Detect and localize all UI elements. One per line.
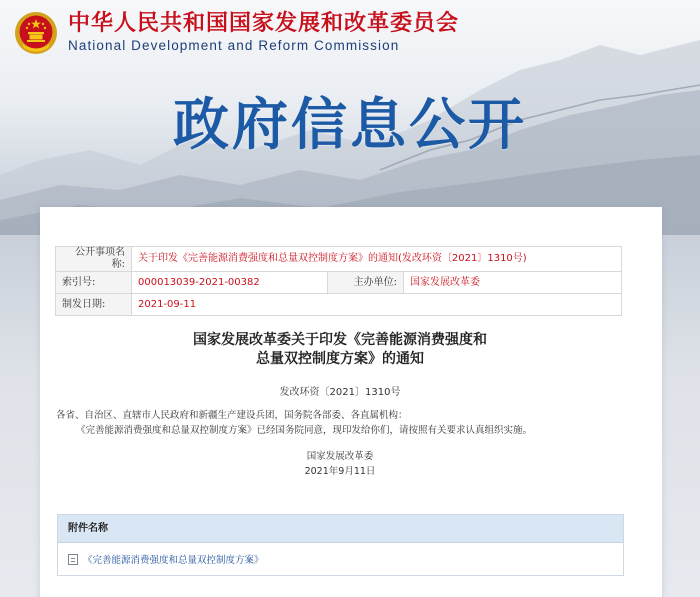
site-header: [14, 9, 459, 57]
national-emblem-icon[interactable]: [14, 11, 58, 55]
attachment-link[interactable]: 《完善能源消费强度和总量双控制度方案》: [83, 555, 264, 566]
document-title-line-2: 总量双控制度方案》的通知: [256, 351, 424, 367]
index-value: 000013039-2021-00382: [132, 272, 328, 294]
signature-block: [40, 449, 640, 479]
subject-value: 关于印发《完善能源消费强度和总量双控制度方案》的通知(发改环资〔2021〕1310号): [132, 247, 622, 272]
issuer-label: 主办单位:: [328, 272, 404, 294]
metadata-row-subject: [56, 247, 622, 272]
document-title-line-1: 国家发展改革委关于印发《完善能源消费强度和: [193, 332, 487, 348]
content-card: [40, 207, 662, 597]
metadata-row-index: [56, 272, 622, 294]
issuer-value: 国家发展改革委: [404, 272, 622, 294]
date-value: 2021-09-11: [132, 294, 622, 316]
org-name-chinese[interactable]: 中华人民共和国国家发展和改革委员会: [68, 11, 460, 36]
document-body: [56, 408, 636, 438]
body-paragraph: 《完善能源消费强度和总量双控制度方案》已经国务院同意，现印发给你们，请按照有关要求认真组织实施。: [76, 425, 533, 436]
sign-org: 国家发展改革委: [306, 451, 374, 462]
index-label: 索引号:: [56, 272, 132, 294]
section-title: 政府信息公开: [173, 93, 527, 158]
date-label: 制发日期:: [56, 294, 132, 316]
recipients-line: 各省、自治区、直辖市人民政府和新疆生产建设兵团，国务院各部委、各直属机构：: [56, 410, 408, 421]
attachments-panel: [57, 514, 624, 576]
document-title: [40, 331, 640, 369]
metadata-table: [55, 246, 622, 316]
sign-date: 2021年9月11日: [304, 466, 376, 477]
org-name-english[interactable]: National Development and Reform Commission: [68, 38, 400, 53]
document-number: 发改环资〔2021〕1310号: [279, 387, 401, 398]
attachments-header: 附件名称: [58, 515, 623, 543]
metadata-row-date: [56, 294, 622, 316]
subject-label: 公开事项名称:: [56, 247, 132, 272]
document-icon: [68, 554, 78, 565]
attachment-item[interactable]: [58, 543, 623, 575]
